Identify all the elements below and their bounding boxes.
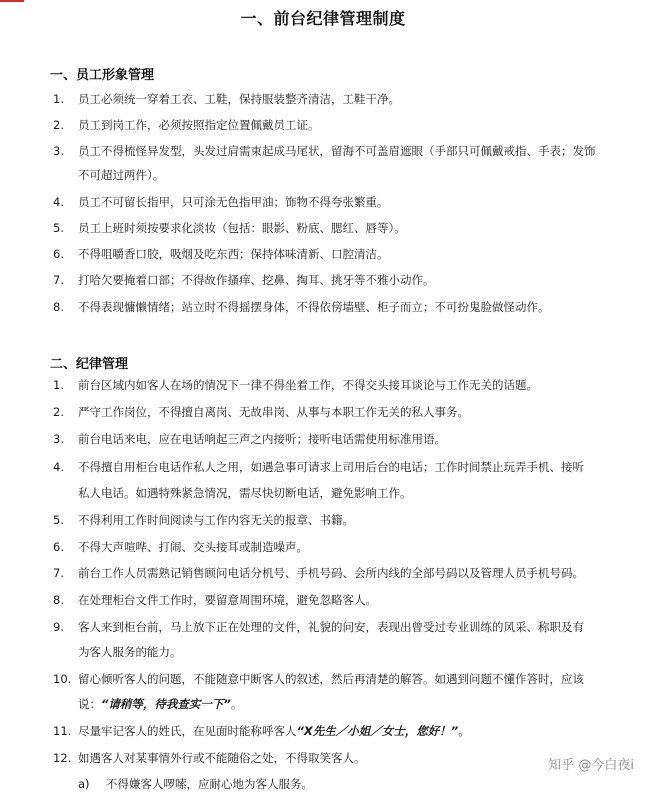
section-heading-image: 一、员工形象管理 — [50, 68, 155, 83]
quoted-phrase: “请稍等，待我查实一下” — [101, 697, 231, 711]
section-heading-discipline: 二、纪律管理 — [50, 357, 129, 372]
page-corner-mark — [0, 0, 24, 2]
zhihu-watermark: 知乎 @今白夜i — [548, 758, 634, 773]
document-title: 一、前台纪律管理制度 — [240, 9, 406, 28]
quoted-phrase: “X先生／小姐／女士，您好！” — [296, 724, 459, 738]
